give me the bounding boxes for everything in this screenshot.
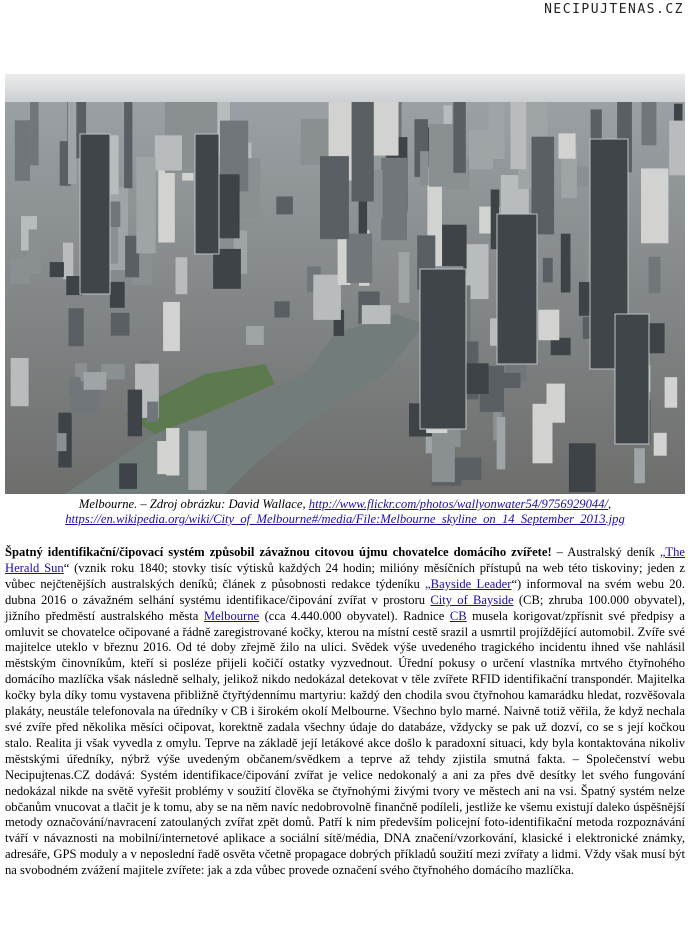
city-of-bayside-link[interactable]: City of Bayside	[430, 592, 514, 607]
building	[119, 463, 137, 489]
building	[276, 197, 293, 215]
article-text-6: musela korigovat/zpřísnit své předpisy a omluvit se chovatelce očipované a řádně zaregistrované kočky, kterou na místní cestě srazil a usmrtil projíždějící automobil. Zvíře své majitelce uteklo v březnu 2016. Od té doby zřejmě žilo na ulici. Svědek výše uvedeného tragického incidentu ihned vše nahlásil městským činovníkům, kteří si posléze přijeli kočičí ostatky vyzvednout. Úřední pokusy o určení vlastníka mrtvého čtyřnohého domácího mazlíčka však následně selhaly, jelikož nikdo nedokázal detekovat v těle zvířete RFID identifikační transpondér. Majitelka kočky byla díky tomu vystavena přibližně čtyřtýdennímu martyriu: každý den chodila svou čtyřnohou kamarádku hledat, rozvěšovala plakáty, neustále telefonovala na úředníky v CB i širokém okolí Melbourne. Všechno bylo marné. Naivně totiž věřila, že když nechala své zvíře před několika měsíci očipovat, korektně zadala všechny údaje do databáze, vždycky se pak už dozví, co se s její kočkou stalo. Realita ji však vyvedla z omylu. Teprve na základě její letákové akce došlo k paradoxní situaci, kdy byla kontaktována nikoliv městskými úředníky, nýbrž výše uvedeným občanem/svědkem a teprve až tehdy zjistila smutná fakta. – Společenství webu Necipujtenas.CZ dodává: Systém identifikace/čipování zvířat je velice nedokonalý a ani za přes dvě desítky let svého fungování nedokázal nikde na světě vyřešit problémy v soužití člověka se čtyřnohými živými tvory ve městech ani na vsi. Špatný systém nelze občanům vnucovat a tlačit je k tomu, aby se na něm navíc nedobrovolně finančně podíleli, jestliže ke všemu existují daleko úspěšnější metody označování/navracení zatoulaných zvířat zpět domů. Patří k nim především policejní foto-identifikační metoda rozpoznávání tváří v návaznosti na mobilní/internetové aplikace a sociální sítě/média, DNA značení/vzorkování, klasické i elektronické známky, adresáře, GPS moduly a v neposlední řadě osvěta včetně propagace dobrých příkladů soužití mezi zvířaty a lidmi. Vždy však musí být na svobodném zvážení majitele zvířete: jak a zda vůbec provede označení svého čtyřnohého domácího mazlíčka.	[5, 608, 685, 878]
building	[432, 425, 455, 482]
building	[469, 130, 493, 170]
building	[15, 120, 30, 181]
skyscraper	[195, 134, 219, 254]
building	[352, 102, 374, 202]
building	[57, 433, 67, 451]
building	[30, 102, 38, 165]
article-text-1: – Australský deník	[551, 545, 660, 559]
building	[225, 128, 242, 171]
building	[665, 377, 678, 408]
building	[110, 282, 125, 308]
building	[163, 302, 180, 351]
caption-wikipedia-link[interactable]: https://en.wikipedia.org/wiki/City_of_Melbourne#/media/File:Melbourne_skyline_on_14_September_2013.jpg	[65, 512, 625, 526]
building	[188, 431, 207, 490]
building	[551, 338, 571, 355]
building	[511, 102, 527, 169]
building	[569, 443, 596, 492]
building	[649, 257, 661, 293]
building	[10, 258, 30, 284]
article-text-5: (cca 4.440.000 obyvatel). Radnice	[259, 608, 450, 623]
building	[362, 305, 391, 324]
building	[497, 417, 506, 470]
building	[399, 252, 410, 303]
building	[669, 121, 685, 176]
building	[381, 158, 407, 241]
caption-prefix: Melbourne. – Zdroj obrázku: David Wallace,	[78, 497, 309, 511]
building	[429, 124, 457, 187]
building	[128, 390, 142, 437]
bayside-leader-link[interactable]: „Bayside Leader	[425, 576, 512, 591]
article-text-2: “ (vznik roku 1840; stovky tisíc výtisků každých 24 hodin; milióny měsíčních přístupů na web této tiskoviny; jeden z vůbec nejčtenějších australských deníků; článek z působnosti redakce týdeníku	[5, 560, 685, 591]
caption-separator: ,	[608, 497, 612, 511]
building	[313, 275, 341, 320]
building	[157, 441, 173, 474]
building	[155, 135, 182, 170]
building	[68, 102, 76, 184]
building	[558, 133, 575, 158]
building	[218, 174, 240, 238]
building	[642, 102, 657, 145]
cb-link[interactable]: CB	[449, 608, 467, 623]
building	[124, 102, 132, 188]
building	[176, 257, 188, 294]
building	[147, 402, 158, 422]
article-text-4: (CB; zhruba 100.000 obyvatel), jižního předměstí australského města	[5, 592, 685, 623]
building	[11, 358, 29, 406]
building	[320, 156, 349, 239]
building	[347, 234, 373, 283]
building	[634, 448, 645, 483]
skyline-illustration	[5, 74, 685, 494]
skyscraper	[420, 269, 466, 429]
melbourne-link[interactable]: Melbourne	[203, 608, 260, 623]
skyscraper	[615, 314, 649, 444]
building	[29, 229, 41, 274]
building	[63, 243, 73, 280]
herald-sun-link[interactable]: „The Herald Sun	[5, 545, 685, 575]
building	[373, 102, 398, 156]
building	[649, 323, 664, 353]
skyscraper	[497, 214, 537, 364]
building	[561, 234, 571, 293]
article-text-3: “) informoval na svém webu 20. dubna 2016 o závažném selhání systému identifikace/čipování zvířat v prostoru	[5, 576, 685, 607]
article-headline: Špatný identifikační/čipovací systém způsobil závažnou citovou újmu chovatelce domácího zvířete!	[5, 545, 552, 559]
melbourne-skyline-photo	[5, 74, 685, 494]
site-logo[interactable]: NECIPUJTENAS.CZ	[544, 2, 684, 17]
caption-flickr-link[interactable]: http://www.flickr.com/photos/wallyonwater54/9756929044/	[308, 497, 608, 511]
building	[547, 384, 565, 423]
building	[420, 151, 429, 185]
building	[654, 433, 667, 456]
building	[453, 102, 466, 173]
building	[543, 258, 553, 283]
building	[246, 326, 264, 345]
building	[111, 313, 130, 336]
building	[136, 157, 155, 253]
article-body	[5, 545, 685, 879]
skyscraper	[80, 134, 110, 294]
building	[84, 372, 107, 390]
building	[69, 308, 84, 346]
building	[50, 262, 64, 277]
building	[274, 301, 289, 317]
photo-caption	[5, 497, 685, 527]
building	[538, 310, 559, 341]
sky	[5, 74, 685, 104]
building	[641, 168, 668, 243]
building	[213, 249, 241, 289]
